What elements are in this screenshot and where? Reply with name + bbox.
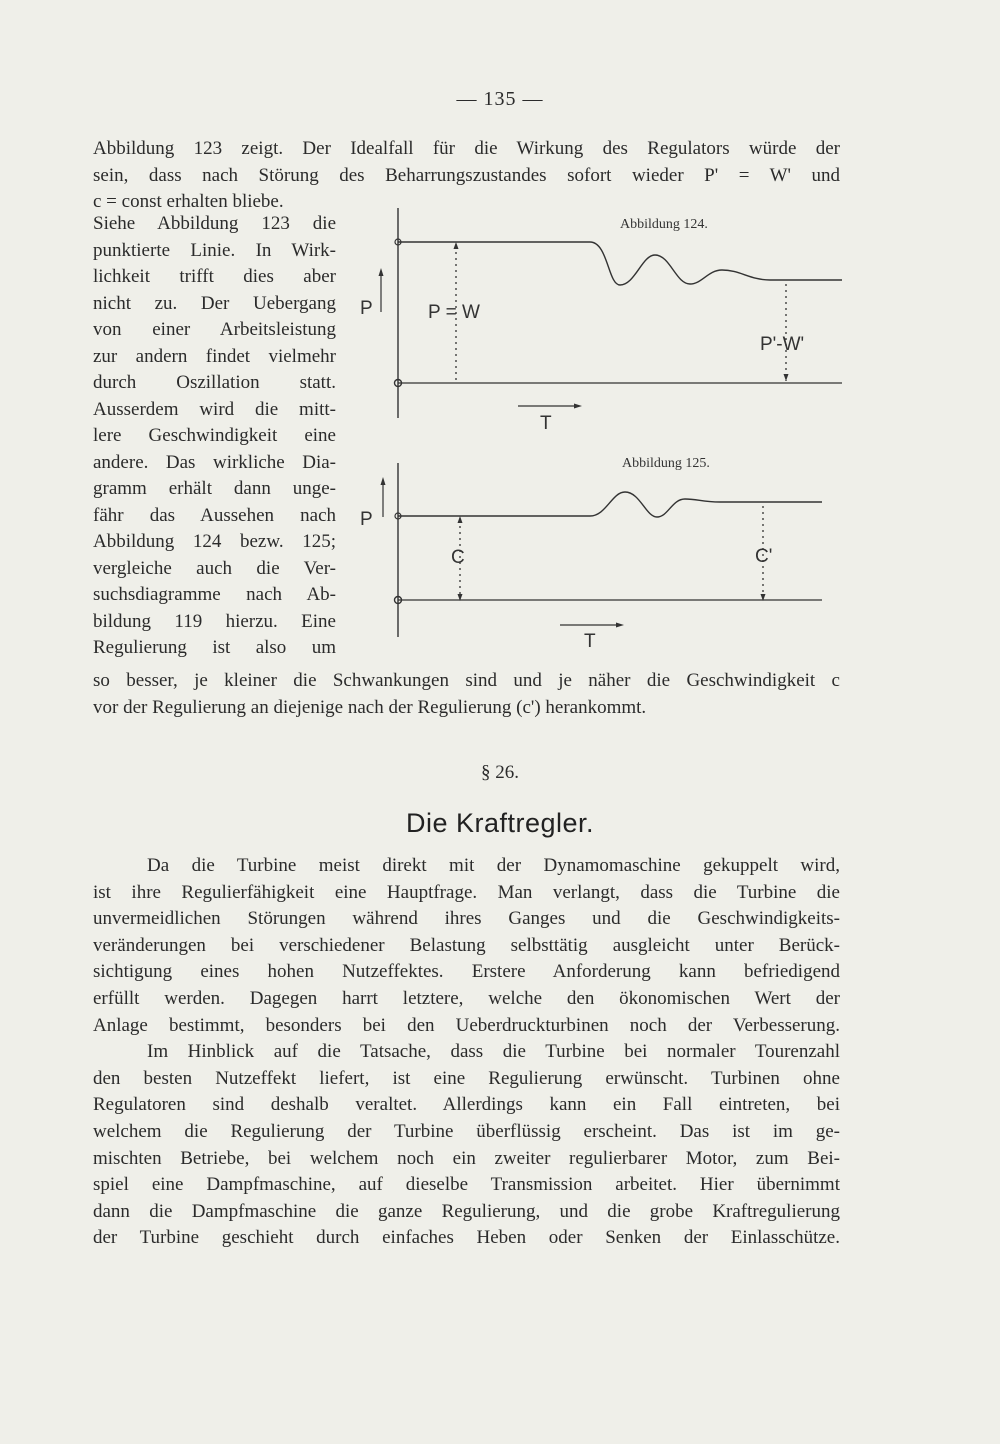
figure-124-axis-label: P [360,298,373,319]
text-line: spiel eine Dampfmaschine, auf dieselbe Transmission arbeitet. Hier übernimmt [93,1174,840,1196]
text-line: Im Hinblick auf die Tatsache, dass die Turbine bei normaler Tourenzahl [147,1041,840,1063]
top-paragraph-line-1: Abbildung 123 zeigt. Der Idealfall für die Wirkung des Regulators würde der [93,138,840,159]
text-line: bildung 119 hierzu. Eine [93,610,336,632]
text-line: erfüllt werden. Dagegen harrt letztere, welche den ökonomischen Wert der [93,987,840,1009]
top-paragraph-line-2: sein, dass nach Störung des Beharrungszustandes sofort wieder P' = W' und [93,165,840,186]
paragraph-continuation [93,668,840,721]
text-line: gramm erhält dann unge- [93,478,336,499]
figure-125-time-label: T [584,631,596,652]
body-text [93,853,840,1252]
text-line: suchsdiagramme nach Ab- [93,584,336,605]
section-title: Die Kraftregler. [405,808,595,838]
text-line: andere. Das wirkliche Dia- [93,451,336,473]
text-line: unvermeidlichen Störungen während ihres Ganges und die Geschwindigkeits- [93,908,840,930]
text-line: vor der Regulierung an diejenige nach der Regulierung (c') herankommt. [93,696,647,718]
figure-124-curve [398,242,842,285]
text-line: punktierte Linie. In Wirk- [93,239,336,261]
figure-125-after-label: C' [755,546,773,567]
figure-124-time-label: T [540,413,552,434]
section-number: § 26. [481,762,519,783]
figure-125-before-arrowhead [458,516,463,523]
text-line: nicht zu. Der Uebergang [93,292,336,314]
text-line: lichkeit trifft dies aber [93,266,336,287]
text-line: sichtigung eines hohen Nutzeffektes. Erstere Anforderung kann befriedigend [93,961,840,983]
figure-124-after-label: P'-W' [760,334,805,355]
text-line: Ausserdem wird die mitt- [93,398,336,420]
figure-125-before-label: C [451,547,465,568]
figure-125-axis-label: P [360,509,373,530]
figure-125-caption: Abbildung 125. [622,456,710,471]
text-line: den besten Nutzeffekt liefert, ist eine Regulierung erwünscht. Turbinen ohne [93,1067,840,1089]
text-line: Regulierung ist also um [93,637,336,658]
text-line: vergleiche auch die Ver- [93,557,336,579]
figure-124-diagram [350,200,850,434]
text-line: durch Oszillation statt. [93,372,336,393]
text-line: dann die Dampfmaschine die ganze Regulierung, und die grobe Kraftregulierung [93,1200,840,1222]
text-line: welchem die Regulierung der Turbine überflüssig erscheint. Das ist im ge- [93,1120,840,1142]
page-number: — 135 — [456,88,544,110]
text-line: Abbildung 124 bezw. 125; [93,531,336,552]
text-line: von einer Arbeitsleistung [93,319,336,340]
text-line: Da die Turbine meist direkt mit der Dynamomaschine gekuppelt wird, [147,855,840,876]
text-line: Regulatoren sind deshalb veraltet. Allerdings kann ein Fall eintreten, bei [93,1094,840,1116]
text-line: fähr das Aussehen nach [93,504,336,526]
figure-124-caption: Abbildung 124. [620,217,708,232]
figure-125-time-arrowhead [616,623,624,628]
figure-125-diagram [350,445,850,660]
top-paragraph-line-3: c = const erhalten bliebe. [93,191,284,212]
figure-125-curve [398,492,822,517]
text-line: der Turbine geschieht durch einfaches Heben oder Senken der Einlasschütze. [93,1227,840,1249]
figure-124-time-arrowhead [574,404,582,409]
text-line: mischten Betriebe, bei welchem noch ein zweiter regulierbarer Motor, zum Bei- [93,1147,840,1169]
text-line: ist ihre Regulierfähigkeit eine Hauptfrage. Man verlangt, dass die Turbine die [93,881,840,903]
figure-124-before-arrowhead [454,242,459,249]
text-line: Siehe Abbildung 123 die [93,213,336,234]
figure-125-p-arrowhead [381,477,386,485]
text-line: veränderungen bei verschiedener Belastung selbsttätig ausgleicht unter Berück- [93,934,840,956]
narrow-text-column [93,211,336,662]
text-line: zur andern findet vielmehr [93,345,336,367]
text-line: so besser, je kleiner die Schwankungen sind und je näher die Geschwindigkeit c [93,670,840,691]
text-line: lere Geschwindigkeit eine [93,425,336,446]
figure-124-before-label: P = W [428,302,480,323]
figure-124-after-arrowhead [784,374,789,381]
text-line: Anlage bestimmt, besonders bei den Ueberdruckturbinen noch der Verbesserung. [93,1014,840,1036]
figure-124-p-arrowhead [379,268,384,276]
